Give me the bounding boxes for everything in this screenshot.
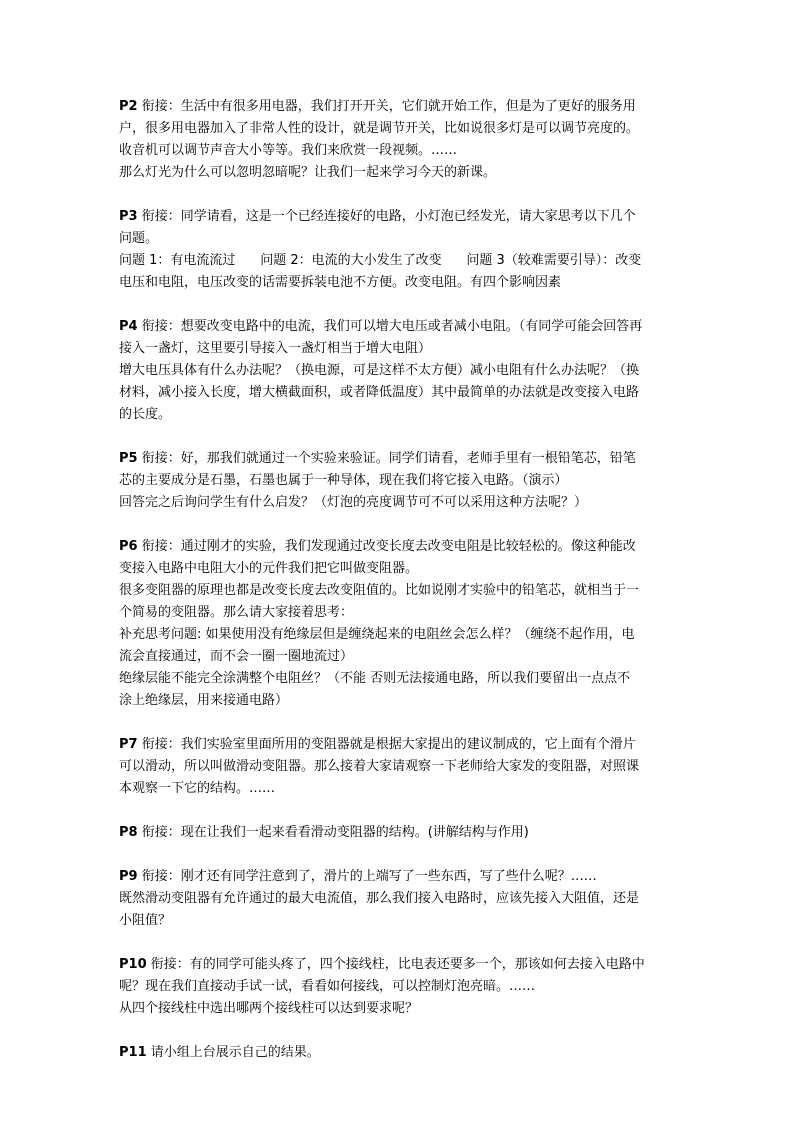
line-text: 衔接：有的同学可能头疼了，四个接线柱，比电表还要多一个，那该如何去接入电路中 [146, 957, 645, 972]
line-text: 衔接：刚才还有同学注意到了，滑片的上端写了一些东西，写了些什么呢？…… [137, 869, 597, 884]
paragraph [119, 316, 683, 426]
line-text: 小阻值？ [119, 913, 172, 928]
text-line [119, 998, 683, 1020]
line-text: 接入一盏灯，这里要引导接入一盏灯相当于增大电阻） [119, 341, 432, 356]
text-line [119, 448, 683, 470]
line-text: 绝缘层能不能完全涂满整个电阻丝？（不能 否则无法接通电路，所以我们要留出一点点不 [119, 671, 631, 686]
paragraph [119, 954, 683, 1020]
text-line [119, 96, 683, 118]
paragraph [119, 96, 683, 184]
text-line [119, 162, 683, 184]
text-line [119, 624, 683, 646]
line-text: 请小组上台展示自己的结果。 [146, 1045, 320, 1060]
text-line [119, 206, 683, 228]
text-line [119, 404, 683, 426]
line-text: 电压和电阻，电压改变的话需要拆装电池不方便。改变电阻。有四个影响因素 [119, 275, 562, 290]
slide-tag: P11 [119, 1045, 147, 1060]
line-text: 衔接：现在让我们一起来看看滑动变阻器的结构。(讲解结构与作用) [137, 825, 529, 840]
line-text: 户，很多用电器加入了非常人性的设计，就是调节开关，比如说很多灯是可以调节亮度的。 [119, 121, 640, 136]
line-text: 那么灯光为什么可以忽明忽暗呢？让我们一起来学习今天的新课。 [119, 165, 497, 180]
line-text: 芯的主要成分是石墨，石墨也属于一种导体，现在我们将它接入电路。（演示） [119, 473, 568, 488]
text-line [119, 756, 683, 778]
text-line [119, 976, 683, 998]
text-line [119, 316, 683, 338]
text-line [119, 646, 683, 668]
line-text: 衔接：想要改变电路中的电流，我们可以增大电压或者减小电阻。（有同学可能会回答再 [137, 319, 643, 334]
line-text: 可以滑动，所以叫做滑动变阻器。那么接着大家请观察一下老师给大家发的变阻器，对照课 [119, 759, 640, 774]
line-text: 衔接：我们实验室里面所用的变阻器就是根据大家提出的建议制成的，它上面有个滑片 [137, 737, 636, 752]
text-line [119, 140, 683, 162]
text-line [119, 668, 683, 690]
line-text: 个简易的变阻器。那么请大家接着思考： [119, 605, 354, 620]
text-line [119, 734, 683, 756]
line-text: 收音机可以调节声音大小等等。我们来欣赏一段视频。…… [119, 143, 458, 158]
slide-tag: P9 [119, 869, 138, 884]
paragraph [119, 536, 683, 712]
line-text: 流会直接通过，而不会一圈一圈地流过） [119, 649, 354, 664]
paragraph [119, 822, 683, 844]
slide-tag: P10 [119, 957, 147, 972]
line-text: 衔接：通过刚才的实验，我们发现通过改变长度去改变电阻是比较轻松的。像这种能改 [137, 539, 636, 554]
line-text: 呢？现在我们直接动手试一试，看看如何接线，可以控制灯泡亮暗。…… [119, 979, 536, 994]
text-line [119, 382, 683, 404]
line-text: 变接入电路中电阻大小的元件我们把它叫做变阻器。 [119, 561, 419, 576]
text-line [119, 470, 683, 492]
text-line [119, 822, 683, 844]
slide-tag: P2 [119, 99, 138, 114]
text-line [119, 250, 683, 272]
line-text: 材料，减小接入长度，增大横截面积，或者降低温度）其中最简单的办法就是改变接入电路 [119, 385, 640, 400]
text-line [119, 954, 683, 976]
slide-tag: P6 [119, 539, 138, 554]
text-line [119, 910, 683, 932]
line-text: 衔接：同学请看，这是一个已经连接好的电路，小灯泡已经发光，请大家思考以下几个 [137, 209, 636, 224]
document-body [119, 96, 683, 1086]
text-line [119, 580, 683, 602]
line-text: 的长度。 [119, 407, 172, 422]
text-line [119, 272, 683, 294]
line-text: 问题。 [119, 231, 159, 246]
paragraph [119, 866, 683, 932]
line-text: 既然滑动变阻器有允许通过的最大电流值，那么我们接入电路时，应该先接入大阻值，还是 [119, 891, 640, 906]
slide-tag: P7 [119, 737, 138, 752]
paragraph [119, 448, 683, 514]
text-line [119, 602, 683, 624]
line-text: 回答完之后询问学生有什么启发？（灯泡的亮度调节可不可以采用这种方法呢？） [119, 495, 588, 510]
text-line [119, 118, 683, 140]
line-text: 增大电压具体有什么办法呢？（换电源，可是这样不太方便）减小电阻有什么办法呢？（换 [119, 363, 640, 378]
paragraph [119, 734, 683, 800]
text-line [119, 888, 683, 910]
line-text: 很多变阻器的原理也都是改变长度去改变阻值的。比如说刚才实验中的铅笔芯，就相当于一 [119, 583, 640, 598]
text-line [119, 338, 683, 360]
line-text: 涂上绝缘层，用来接通电路） [119, 693, 289, 708]
text-line [119, 866, 683, 888]
line-text: 衔接：好，那我们就通过一个实验来验证。同学们请看，老师手里有一根铅笔芯，铅笔 [137, 451, 636, 466]
text-line [119, 778, 683, 800]
text-line [119, 228, 683, 250]
text-line [119, 690, 683, 712]
slide-tag: P5 [119, 451, 138, 466]
text-line [119, 558, 683, 580]
slide-tag: P8 [119, 825, 138, 840]
text-line [119, 536, 683, 558]
paragraph [119, 206, 683, 294]
paragraph [119, 1042, 683, 1064]
slide-tag: P4 [119, 319, 138, 334]
line-text: 衔接：生活中有很多用电器，我们打开开关，它们就开始工作，但是为了更好的服务用 [137, 99, 636, 114]
line-text: 本观察一下它的结构。…… [119, 781, 276, 796]
text-line [119, 360, 683, 382]
line-text: 从四个接线柱中选出哪两个接线柱可以达到要求呢？ [119, 1001, 419, 1016]
text-line [119, 492, 683, 514]
slide-tag: P3 [119, 209, 138, 224]
line-text: 问题 1：有电流流过 问题 2：电流的大小发生了改变 问题 3（较难需要引导）：改变 [119, 253, 642, 268]
text-line [119, 1042, 683, 1064]
line-text: 补充思考问题: 如果使用没有绝缘层但是缠绕起来的电阻丝会怎么样？（缠绕不起作用，电 [119, 627, 635, 642]
